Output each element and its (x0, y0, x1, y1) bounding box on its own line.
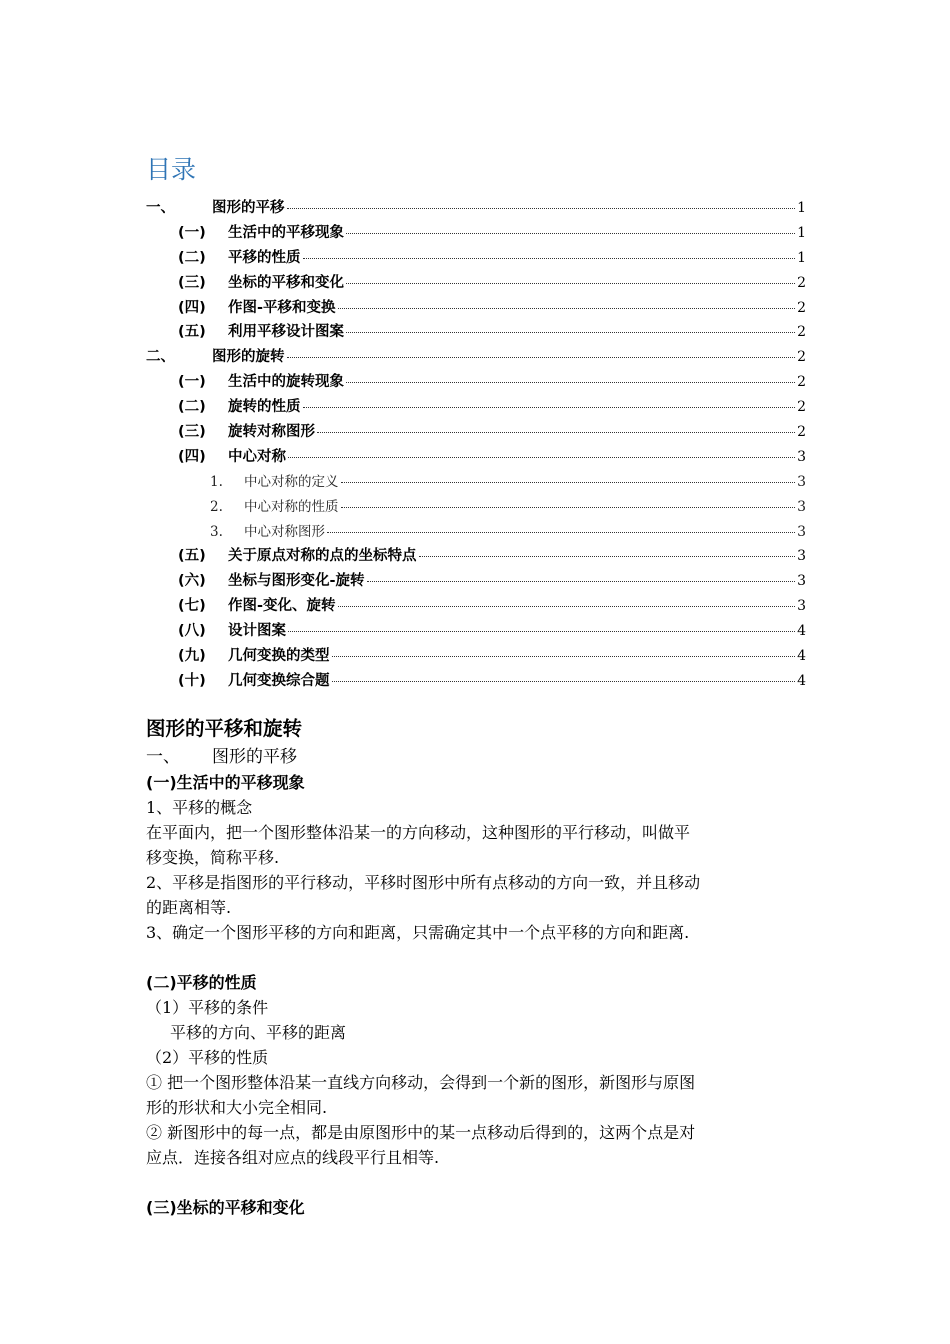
paragraph: 2、平移是指图形的平行移动，平移时图形中所有点移动的方向一致，并且移动 (146, 873, 701, 892)
toc-entry[interactable] (146, 221, 806, 246)
toc-entry-text: 作图-变化、旋转 (228, 598, 336, 615)
toc-entry[interactable] (146, 569, 806, 594)
toc-leader-dots (327, 519, 795, 532)
toc-entry-page: 3 (797, 573, 806, 590)
toc-entry-page: 2 (797, 299, 806, 316)
toc-entry-text: 平移的性质 (228, 249, 301, 266)
toc-leader-dots (303, 394, 796, 408)
paragraph: 平移的方向、平移的距离 (170, 1023, 347, 1042)
toc-entry-text: 生活中的旋转现象 (228, 374, 344, 391)
toc-entry[interactable] (146, 271, 806, 296)
paragraph: 3、确定一个图形平移的方向和距离，只需确定其中一个点平移的方向和距离. (146, 923, 690, 942)
toc-entry-page: 3 (797, 448, 806, 465)
toc-entry-number: (八) (178, 623, 206, 640)
toc-entry-number: (二) (178, 399, 206, 416)
toc-entry-text: 利用平移设计图案 (228, 324, 344, 341)
toc-entry-text: 坐标与图形变化-旋转 (228, 573, 365, 590)
toc-entry-number: (六) (178, 573, 206, 590)
toc-entry-number: (五) (178, 324, 206, 341)
toc-entry-number: (二) (178, 249, 206, 266)
toc-leader-dots (288, 444, 795, 458)
toc-entry[interactable] (146, 520, 806, 545)
toc-entry-text: 几何变换综合题 (228, 672, 330, 689)
toc-entry-page: 1 (797, 200, 806, 216)
toc-entry-number: (四) (178, 448, 206, 465)
toc-title: 目录 (146, 155, 197, 184)
toc-entry-number: 1. (210, 473, 223, 490)
toc-entry-text: 中心对称图形 (244, 523, 325, 540)
paragraph: （1）平移的条件 (146, 998, 269, 1017)
toc-entry-page: 3 (797, 548, 806, 565)
paragraph: 形的形状和大小完全相同. (146, 1098, 328, 1117)
toc-entry-text: 关于原点对称的点的坐标特点 (228, 548, 417, 565)
toc-entry-number: (十) (178, 672, 206, 689)
toc-leader-dots (317, 419, 795, 433)
toc-entry-text: 生活中的平移现象 (228, 224, 344, 241)
paragraph: 1、平移的概念 (146, 798, 253, 817)
toc-entry-page: 1 (797, 249, 806, 266)
toc-entry-page: 4 (797, 648, 806, 665)
toc-entry-page: 2 (797, 424, 806, 441)
toc-entry[interactable] (146, 445, 806, 470)
toc-entry[interactable] (146, 495, 806, 520)
toc-entry[interactable] (146, 619, 806, 644)
toc-entry-number: (七) (178, 598, 206, 615)
toc-entry[interactable] (146, 196, 806, 221)
toc-entry-page: 3 (797, 598, 806, 615)
toc-entry-page: 2 (797, 374, 806, 391)
toc-entry[interactable] (146, 420, 806, 445)
toc-entry[interactable] (146, 246, 806, 271)
toc-entry-page: 4 (797, 672, 806, 689)
toc-leader-dots (341, 495, 796, 508)
toc-entry-number: 2. (210, 498, 223, 515)
toc-leader-dots (419, 543, 796, 557)
toc-leader-dots (287, 344, 796, 358)
paragraph: 的距离相等. (146, 898, 232, 917)
toc-leader-dots (288, 618, 795, 632)
paragraph: 移变换，简称平移. (146, 848, 280, 867)
toc-entry[interactable] (146, 345, 806, 370)
toc-leader-dots (346, 270, 795, 284)
toc-leader-dots (341, 470, 796, 483)
toc-leader-dots (346, 319, 795, 333)
toc-entry-number: (一) (178, 374, 206, 391)
toc-entry-number: (五) (178, 548, 206, 565)
toc-entry-page: 2 (797, 349, 806, 366)
toc-leader-dots (332, 668, 796, 682)
toc-entry[interactable] (146, 470, 806, 495)
toc-leader-dots (332, 643, 796, 657)
paragraph: ② 新图形中的每一点，都是由原图形中的某一点移动后得到的，这两个点是对 (146, 1123, 696, 1142)
toc-entry-text: 作图-平移和变换 (228, 299, 336, 316)
toc-leader-dots (346, 369, 795, 383)
toc-entry[interactable] (146, 669, 806, 694)
toc-entry-number: (三) (178, 274, 206, 291)
toc-entry-number: (一) (178, 224, 206, 241)
document-body (146, 714, 810, 1220)
document-title: 图形的平移和旋转 (146, 717, 303, 740)
paragraph: ① 把一个图形整体沿某一直线方向移动，会得到一个新的图形，新图形与原图 (146, 1073, 696, 1092)
paragraph: 应点．连接各组对应点的线段平行且相等. (146, 1148, 440, 1167)
paragraph: （2）平移的性质 (146, 1048, 269, 1067)
toc-entry-page: 3 (797, 523, 806, 540)
section-number: 一、 (146, 747, 180, 767)
toc-leader-dots (367, 568, 796, 582)
toc-entry[interactable] (146, 370, 806, 395)
toc-entry-text: 坐标的平移和变化 (228, 274, 344, 291)
toc-entry[interactable] (146, 644, 806, 669)
toc-entry-text: 中心对称的定义 (244, 473, 339, 490)
toc-entry[interactable] (146, 320, 806, 345)
toc-entry-page: 3 (797, 473, 806, 490)
toc-entry-text: 图形的旋转 (212, 349, 285, 366)
toc-entry[interactable] (146, 544, 806, 569)
section-heading-1 (146, 744, 810, 770)
toc-entry-text: 中心对称 (228, 448, 286, 465)
toc-entry-text: 几何变换的类型 (228, 648, 330, 665)
toc-entry-text: 旋转对称图形 (228, 424, 315, 441)
toc-entry-page: 4 (797, 623, 806, 640)
toc-entry-text: 中心对称的性质 (244, 498, 339, 515)
toc-entry-number: 二、 (146, 349, 175, 366)
paragraph: 在平面内，把一个图形整体沿某一的方向移动，这种图形的平行移动，叫做平 (146, 823, 691, 842)
toc-leader-dots (338, 295, 796, 309)
toc-entry-page: 2 (797, 399, 806, 416)
toc-entry-number: (九) (178, 648, 206, 665)
toc-entry-number: (四) (178, 299, 206, 316)
table-of-contents (146, 196, 806, 694)
subsection-heading-2: (二)平移的性质 (146, 973, 257, 992)
toc-entry[interactable] (146, 594, 806, 619)
toc-entry-page: 2 (797, 324, 806, 341)
toc-entry-text: 旋转的性质 (228, 399, 301, 416)
toc-entry-number: 一、 (146, 200, 175, 216)
toc-leader-dots (338, 593, 796, 607)
toc-entry-page: 3 (797, 498, 806, 515)
toc-entry-number: (三) (178, 424, 206, 441)
toc-entry-number: 3. (210, 523, 223, 540)
toc-leader-dots (346, 220, 795, 234)
subsection-heading-3: (三)坐标的平移和变化 (146, 1198, 305, 1217)
toc-entry-page: 1 (797, 224, 806, 241)
toc-entry[interactable] (146, 395, 806, 420)
toc-leader-dots (303, 245, 796, 259)
toc-entry-text: 设计图案 (228, 623, 286, 640)
toc-leader-dots (287, 195, 796, 209)
toc-entry-text: 图形的平移 (212, 200, 285, 216)
toc-entry[interactable] (146, 296, 806, 321)
section-title: 图形的平移 (212, 747, 297, 767)
subsection-heading-1: (一)生活中的平移现象 (146, 773, 305, 792)
toc-entry-page: 2 (797, 274, 806, 291)
